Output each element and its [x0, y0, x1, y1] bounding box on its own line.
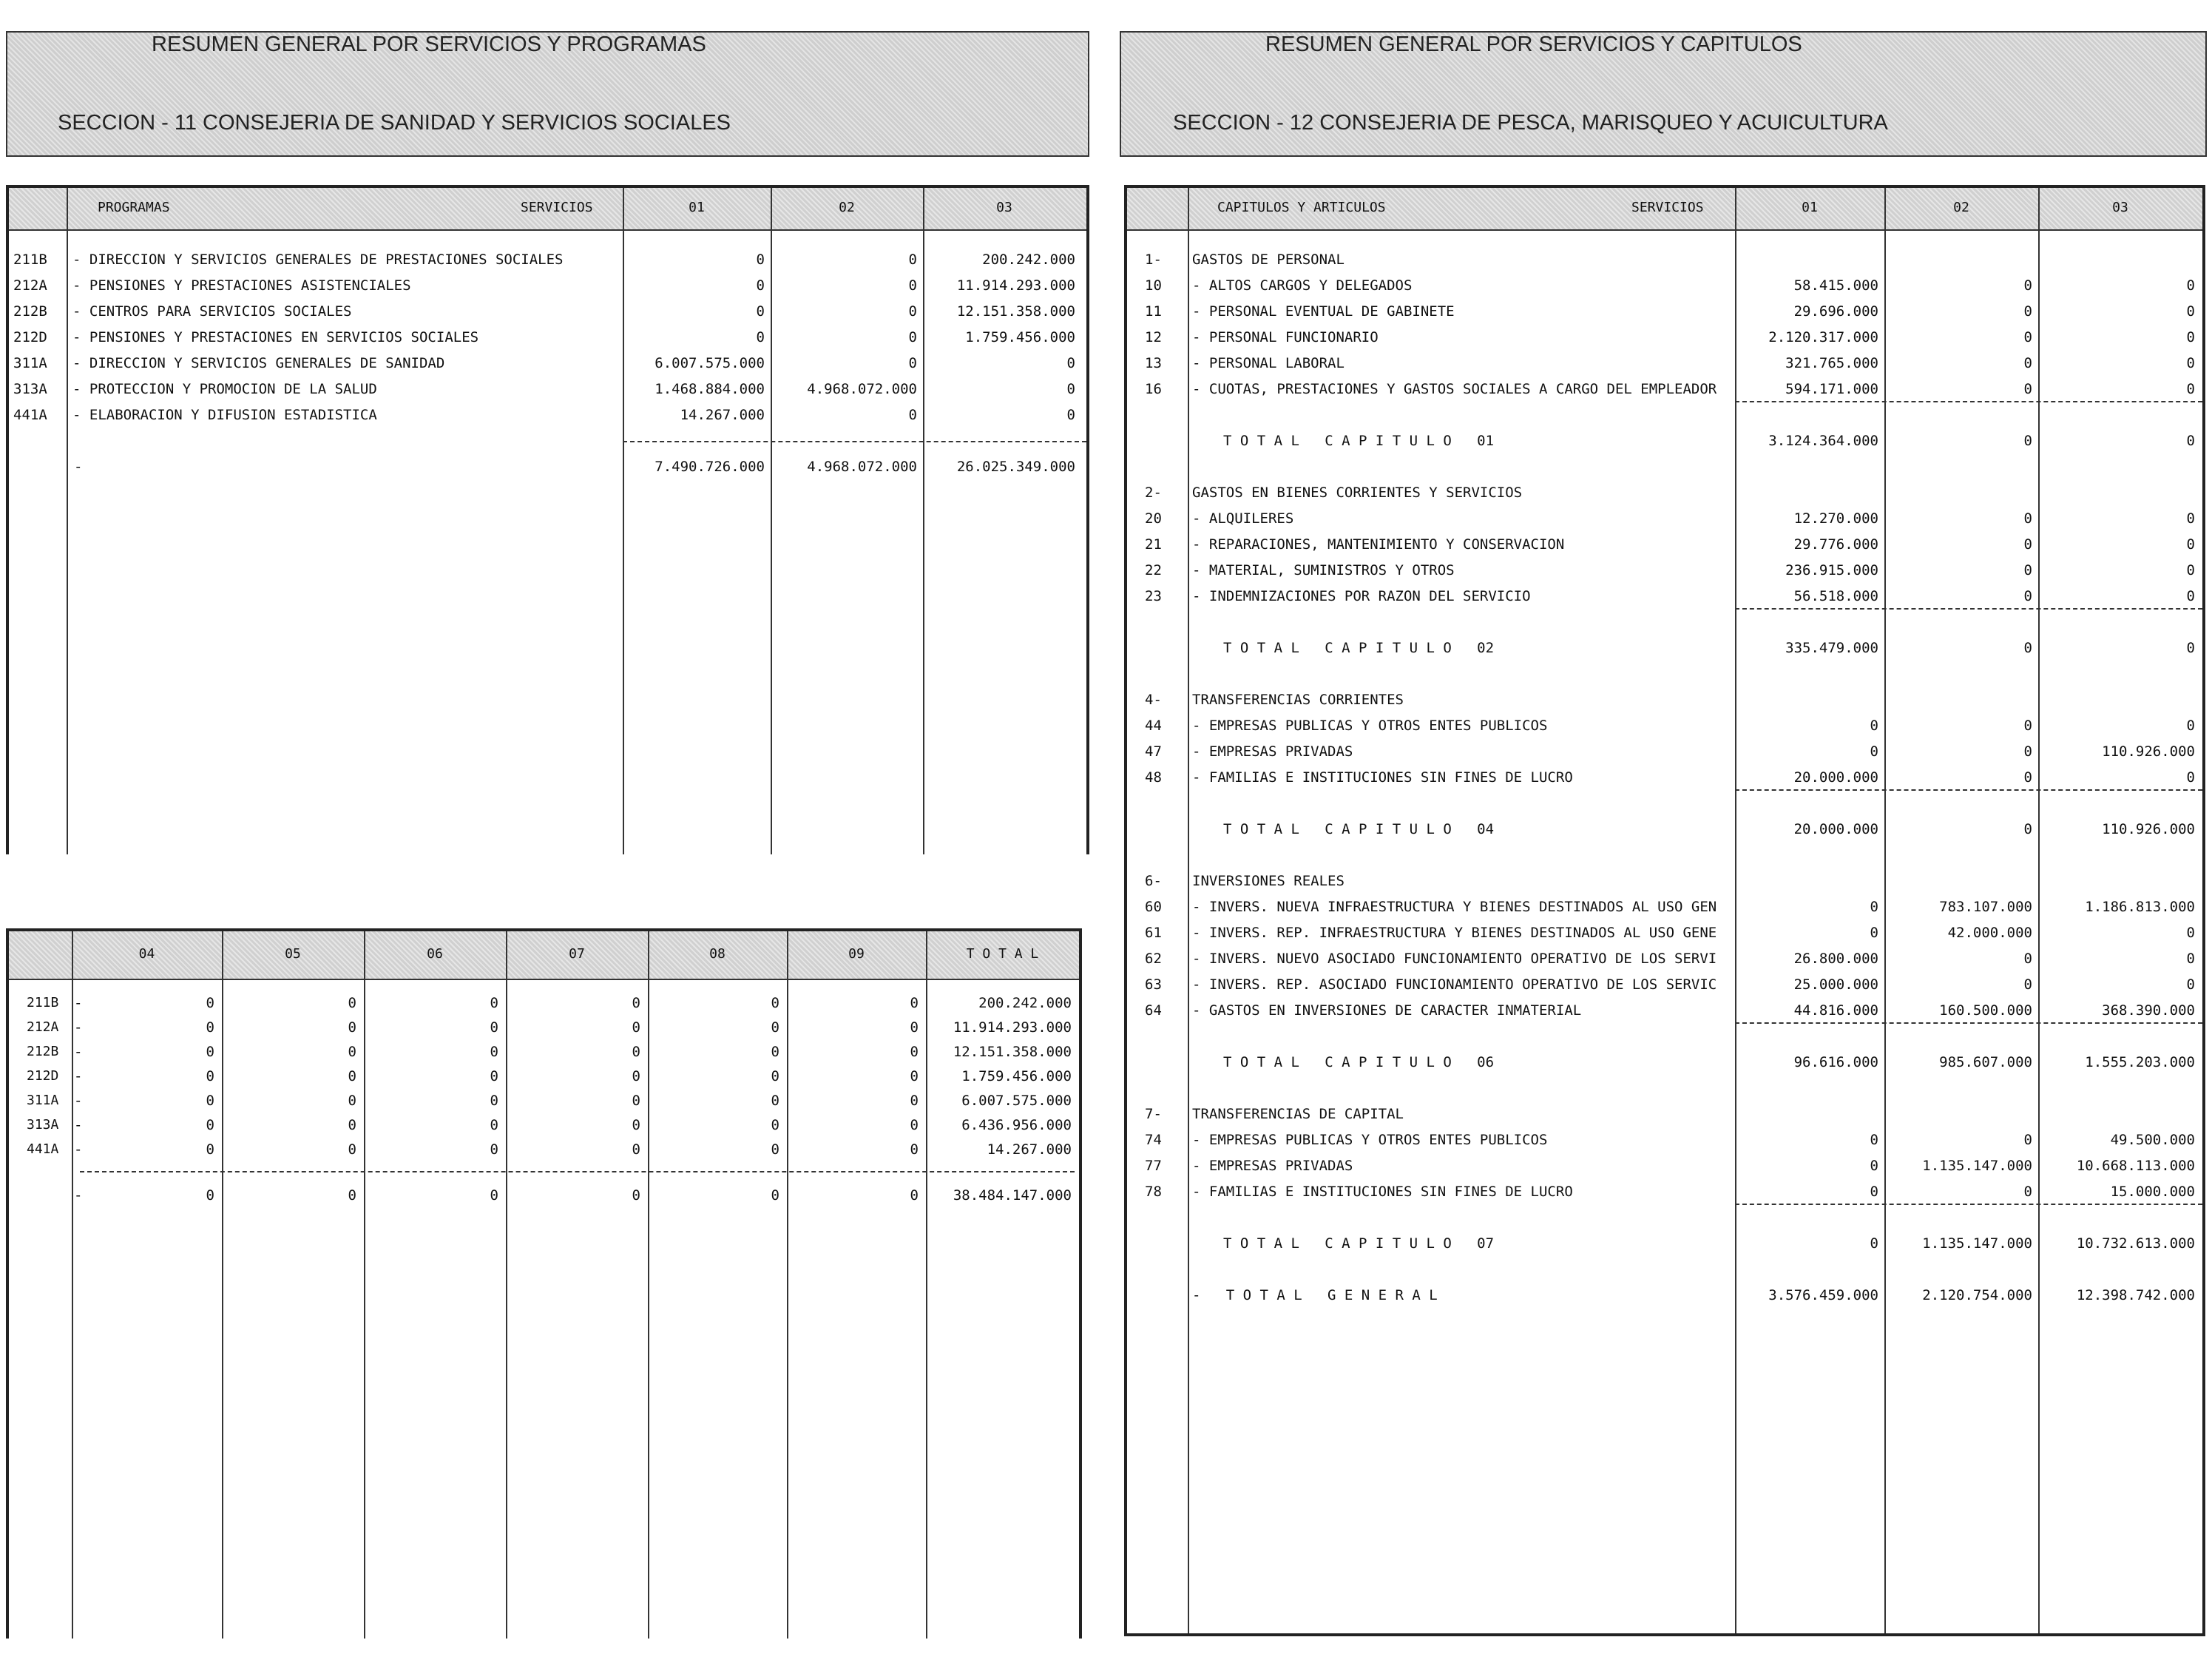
chapter-code: 7- — [1145, 1106, 1162, 1122]
cont-value-04: 0 — [206, 1141, 214, 1158]
totals-separator — [80, 1171, 1075, 1172]
article-value-03: 110.926.000 — [2102, 743, 2195, 760]
left-section-title: SECCION - 11 CONSEJERIA DE SANIDAD Y SERVICIOS SOCIALES — [58, 111, 731, 135]
servicios-header: SERVICIOS — [1631, 200, 1704, 215]
article-value-03: 0 — [2186, 355, 2195, 371]
chapter-total-02: 1.135.147.000 — [1922, 1235, 2032, 1252]
article-value-02: 0 — [2023, 743, 2032, 760]
program-description: - PENSIONES Y PRESTACIONES EN SERVICIOS SOCIALES — [72, 329, 479, 345]
chapter-code: 2- — [1145, 485, 1162, 501]
article-value-01: 236.915.000 — [1785, 562, 1878, 578]
col-header-09: 09 — [848, 946, 865, 962]
cont-value-06: 0 — [490, 995, 498, 1011]
article-value-01: 0 — [1870, 718, 1878, 734]
cont-value-09: 0 — [910, 1117, 919, 1133]
article-description: - REPARACIONES, MANTENIMIENTO Y CONSERVACION — [1192, 536, 1565, 553]
cont-value-06: 0 — [490, 1141, 498, 1158]
cont-value-07: 0 — [632, 1141, 640, 1158]
subtotal-separator — [1735, 1204, 2202, 1205]
article-description: - EMPRESAS PUBLICAS Y OTROS ENTES PUBLICOS — [1192, 1132, 1548, 1148]
article-value-01: 26.800.000 — [1793, 951, 1878, 967]
chapter-total-02: 985.607.000 — [1939, 1054, 2032, 1070]
cont-value-total: 11.914.293.000 — [953, 1019, 1072, 1036]
cont-total-06: 0 — [490, 1187, 498, 1204]
program-code: 211B — [13, 252, 47, 268]
article-code: 62 — [1145, 951, 1162, 967]
total-01: 7.490.726.000 — [655, 459, 765, 475]
servicios-header: SERVICIOS — [521, 200, 593, 215]
article-value-03: 0 — [2186, 381, 2195, 397]
cont-total-07: 0 — [632, 1187, 640, 1204]
program-value-03: 11.914.293.000 — [956, 277, 1075, 294]
row-dash: - — [74, 1044, 83, 1060]
program-value-02: 0 — [908, 252, 917, 268]
left-header-banner — [6, 31, 1089, 157]
cont-value-total: 6.436.956.000 — [961, 1117, 1072, 1133]
article-value-02: 0 — [2023, 769, 2032, 786]
chapter-title: GASTOS EN BIENES CORRIENTES Y SERVICIOS — [1192, 485, 1523, 501]
article-description: - INVERS. REP. INFRAESTRUCTURA Y BIENES DESTINADOS AL USO GENE — [1192, 925, 1717, 941]
chapter-code: 1- — [1145, 252, 1162, 268]
cont-value-09: 0 — [910, 1019, 919, 1036]
article-description: - FAMILIAS E INSTITUCIONES SIN FINES DE LUCRO — [1192, 1184, 1573, 1200]
cont-value-05: 0 — [348, 1068, 356, 1084]
chapter-total-03: 10.732.613.000 — [2076, 1235, 2195, 1252]
chapter-title: INVERSIONES REALES — [1192, 873, 1345, 889]
left-report-title: RESUMEN GENERAL POR SERVICIOS Y PROGRAMAS — [152, 33, 706, 56]
cont-value-07: 0 — [632, 1044, 640, 1060]
right-header-banner — [1120, 31, 2207, 157]
subtotal-separator — [1735, 789, 2202, 791]
article-value-01: 29.776.000 — [1793, 536, 1878, 553]
col-header-03: 03 — [996, 200, 1012, 215]
article-value-02: 0 — [2023, 277, 2032, 294]
subtotal-separator — [1735, 608, 2202, 610]
program-code: 313A — [13, 381, 47, 397]
article-value-03: 0 — [2186, 976, 2195, 993]
cont-value-08: 0 — [771, 1117, 779, 1133]
article-value-02: 0 — [2023, 329, 2032, 345]
article-value-03: 0 — [2186, 303, 2195, 320]
cont-total-total: 38.484.147.000 — [953, 1187, 1072, 1204]
subtotal-separator — [1735, 1022, 2202, 1024]
article-description: - GASTOS EN INVERSIONES DE CARACTER INMATERIAL — [1192, 1002, 1582, 1019]
article-code: 13 — [1145, 355, 1162, 371]
col-header-01: 01 — [689, 200, 705, 215]
article-code: 20 — [1145, 510, 1162, 527]
cont-total-05: 0 — [348, 1187, 356, 1204]
article-code: 44 — [1145, 718, 1162, 734]
cont-value-total: 14.267.000 — [987, 1141, 1072, 1158]
cont-value-04: 0 — [206, 1093, 214, 1109]
totals-mark: - — [74, 1187, 83, 1204]
grand-total-01: 3.576.459.000 — [1768, 1287, 1878, 1303]
program-value-01: 0 — [756, 277, 765, 294]
cont-value-06: 0 — [490, 1019, 498, 1036]
article-code: 77 — [1145, 1158, 1162, 1174]
article-value-02: 0 — [2023, 1132, 2032, 1148]
program-description: - ELABORACION Y DIFUSION ESTADISTICA — [72, 407, 377, 423]
program-code: 313A — [27, 1117, 59, 1133]
cont-value-05: 0 — [348, 1044, 356, 1060]
article-value-03: 0 — [2186, 536, 2195, 553]
article-description: - MATERIAL, SUMINISTROS Y OTROS — [1192, 562, 1455, 578]
article-value-03: 49.500.000 — [2110, 1132, 2195, 1148]
article-code: 60 — [1145, 899, 1162, 915]
article-value-03: 0 — [2186, 588, 2195, 604]
program-code: 212A — [13, 277, 47, 294]
article-value-02: 42.000.000 — [1947, 925, 2032, 941]
program-value-03: 12.151.358.000 — [956, 303, 1075, 320]
article-description: - INVERS. NUEVO ASOCIADO FUNCIONAMIENTO OPERATIVO DE LOS SERVI — [1192, 951, 1717, 967]
cont-value-09: 0 — [910, 995, 919, 1011]
article-value-03: 0 — [2186, 277, 2195, 294]
article-value-02: 0 — [2023, 381, 2032, 397]
article-code: 74 — [1145, 1132, 1162, 1148]
col-header-05: 05 — [285, 946, 301, 962]
chapter-total-01: 0 — [1870, 1235, 1878, 1252]
subtotal-separator — [1735, 401, 2202, 402]
cont-value-09: 0 — [910, 1093, 919, 1109]
program-description: - PROTECCION Y PROMOCION DE LA SALUD — [72, 381, 377, 397]
article-code: 23 — [1145, 588, 1162, 604]
cont-value-06: 0 — [490, 1117, 498, 1133]
cont-value-08: 0 — [771, 1019, 779, 1036]
cont-value-04: 0 — [206, 1117, 214, 1133]
program-code: 212A — [27, 1019, 59, 1035]
article-value-03: 10.668.113.000 — [2076, 1158, 2195, 1174]
chapter-code: 4- — [1145, 692, 1162, 708]
article-description: - PERSONAL LABORAL — [1192, 355, 1345, 371]
col-header-07: 07 — [569, 946, 585, 962]
cont-value-08: 0 — [771, 1141, 779, 1158]
chapter-total-01: 20.000.000 — [1793, 821, 1878, 837]
article-value-02: 1.135.147.000 — [1922, 1158, 2032, 1174]
cont-value-05: 0 — [348, 1019, 356, 1036]
article-description: - INDEMNIZACIONES POR RAZON DEL SERVICIO — [1192, 588, 1531, 604]
cont-value-07: 0 — [632, 1093, 640, 1109]
article-value-01: 58.415.000 — [1793, 277, 1878, 294]
program-description: - CENTROS PARA SERVICIOS SOCIALES — [72, 303, 352, 320]
article-value-02: 0 — [2023, 303, 2032, 320]
col-header-total: T O T A L — [966, 946, 1039, 962]
chapter-total-label: T O T A L C A P I T U L O 04 — [1223, 821, 1495, 837]
cont-value-05: 0 — [348, 1093, 356, 1109]
article-description: - INVERS. NUEVA INFRAESTRUCTURA Y BIENES DESTINADOS AL USO GEN — [1192, 899, 1717, 915]
article-value-01: 25.000.000 — [1793, 976, 1878, 993]
article-value-01: 20.000.000 — [1793, 769, 1878, 786]
article-value-01: 0 — [1870, 899, 1878, 915]
article-code: 10 — [1145, 277, 1162, 294]
article-description: - EMPRESAS PUBLICAS Y OTROS ENTES PUBLICOS — [1192, 718, 1548, 734]
article-value-02: 783.107.000 — [1939, 899, 2032, 915]
row-dash: - — [74, 995, 83, 1011]
article-code: 64 — [1145, 1002, 1162, 1019]
totals-mark: - — [74, 459, 83, 475]
article-value-01: 2.120.317.000 — [1768, 329, 1878, 345]
cont-value-04: 0 — [206, 995, 214, 1011]
capitulos-header: CAPITULOS Y ARTICULOS — [1217, 200, 1386, 215]
cont-value-05: 0 — [348, 1117, 356, 1133]
total-03: 26.025.349.000 — [956, 459, 1075, 475]
col-header-02: 02 — [839, 200, 855, 215]
article-value-02: 0 — [2023, 976, 2032, 993]
article-value-01: 56.518.000 — [1793, 588, 1878, 604]
total-02: 4.968.072.000 — [807, 459, 917, 475]
article-code: 22 — [1145, 562, 1162, 578]
program-description: - DIRECCION Y SERVICIOS GENERALES DE SANIDAD — [72, 355, 445, 371]
article-description: - ALTOS CARGOS Y DELEGADOS — [1192, 277, 1413, 294]
article-value-01: 321.765.000 — [1785, 355, 1878, 371]
article-value-02: 0 — [2023, 951, 2032, 967]
cont-value-08: 0 — [771, 1093, 779, 1109]
chapter-title: TRANSFERENCIAS CORRIENTES — [1192, 692, 1404, 708]
program-value-02: 4.968.072.000 — [807, 381, 917, 397]
row-dash: - — [74, 1141, 83, 1158]
row-dash: - — [74, 1117, 83, 1133]
chapter-title: GASTOS DE PERSONAL — [1192, 252, 1345, 268]
col-header-03: 03 — [2112, 200, 2128, 215]
program-code: 212D — [13, 329, 47, 345]
cont-value-total: 6.007.575.000 — [961, 1093, 1072, 1109]
article-description: - CUOTAS, PRESTACIONES Y GASTOS SOCIALES A CARGO DEL EMPLEADOR — [1192, 381, 1717, 397]
cont-value-05: 0 — [348, 995, 356, 1011]
article-value-02: 0 — [2023, 355, 2032, 371]
article-value-01: 0 — [1870, 1184, 1878, 1200]
cont-value-04: 0 — [206, 1044, 214, 1060]
chapter-title: TRANSFERENCIAS DE CAPITAL — [1192, 1106, 1404, 1122]
cont-value-06: 0 — [490, 1044, 498, 1060]
article-value-02: 0 — [2023, 536, 2032, 553]
program-value-02: 0 — [908, 407, 917, 423]
row-dash: - — [74, 1068, 83, 1084]
cont-total-09: 0 — [910, 1187, 919, 1204]
col-header-04: 04 — [138, 946, 155, 962]
program-value-01: 0 — [756, 303, 765, 320]
programs-table — [6, 185, 1089, 854]
cont-value-04: 0 — [206, 1019, 214, 1036]
article-code: 78 — [1145, 1184, 1162, 1200]
chapter-total-03: 0 — [2186, 433, 2195, 449]
program-code: 311A — [27, 1093, 59, 1108]
article-value-03: 0 — [2186, 329, 2195, 345]
article-value-02: 0 — [2023, 510, 2032, 527]
article-code: 47 — [1145, 743, 1162, 760]
article-value-01: 44.816.000 — [1793, 1002, 1878, 1019]
program-value-01: 14.267.000 — [680, 407, 765, 423]
grand-total-label: - T O T A L G E N E R A L — [1192, 1287, 1438, 1303]
cont-value-05: 0 — [348, 1141, 356, 1158]
article-value-03: 0 — [2186, 951, 2195, 967]
col-header-02: 02 — [1953, 200, 1969, 215]
article-value-01: 0 — [1870, 1132, 1878, 1148]
article-code: 63 — [1145, 976, 1162, 993]
row-dash: - — [74, 1093, 83, 1109]
chapter-total-02: 0 — [2023, 821, 2032, 837]
program-value-03: 1.759.456.000 — [965, 329, 1075, 345]
program-value-01: 1.468.884.000 — [655, 381, 765, 397]
article-description: - INVERS. REP. ASOCIADO FUNCIONAMIENTO OPERATIVO DE LOS SERVIC — [1192, 976, 1717, 993]
program-description: - PENSIONES Y PRESTACIONES ASISTENCIALES — [72, 277, 411, 294]
program-code: 441A — [27, 1141, 59, 1157]
row-dash: - — [74, 1019, 83, 1036]
col-divider — [1188, 188, 1189, 1633]
program-value-03: 200.242.000 — [982, 252, 1075, 268]
article-value-03: 0 — [2186, 769, 2195, 786]
article-code: 12 — [1145, 329, 1162, 345]
article-description: - ALQUILERES — [1192, 510, 1294, 527]
chapter-code: 6- — [1145, 873, 1162, 889]
program-value-02: 0 — [908, 329, 917, 345]
program-value-03: 0 — [1066, 381, 1075, 397]
right-section-title: SECCION - 12 CONSEJERIA DE PESCA, MARISQUEO Y ACUICULTURA — [1173, 111, 1888, 135]
chapter-total-label: T O T A L C A P I T U L O 06 — [1223, 1054, 1495, 1070]
article-description: - PERSONAL FUNCIONARIO — [1192, 329, 1379, 345]
cont-total-08: 0 — [771, 1187, 779, 1204]
chapter-total-01: 96.616.000 — [1793, 1054, 1878, 1070]
col-divider — [67, 188, 68, 854]
program-code: 311A — [13, 355, 47, 371]
article-value-03: 368.390.000 — [2102, 1002, 2195, 1019]
chapter-total-01: 3.124.364.000 — [1768, 433, 1878, 449]
article-value-02: 0 — [2023, 1184, 2032, 1200]
article-value-02: 160.500.000 — [1939, 1002, 2032, 1019]
article-value-01: 12.270.000 — [1793, 510, 1878, 527]
chapter-total-02: 0 — [2023, 433, 2032, 449]
cont-value-07: 0 — [632, 1068, 640, 1084]
article-value-01: 0 — [1870, 1158, 1878, 1174]
program-value-03: 0 — [1066, 407, 1075, 423]
cont-value-07: 0 — [632, 1117, 640, 1133]
program-code: 441A — [13, 407, 47, 423]
program-code: 212B — [13, 303, 47, 320]
cont-value-total: 12.151.358.000 — [953, 1044, 1072, 1060]
cont-value-08: 0 — [771, 1068, 779, 1084]
cont-value-07: 0 — [632, 1019, 640, 1036]
chapter-total-label: T O T A L C A P I T U L O 07 — [1223, 1235, 1495, 1252]
article-description: - EMPRESAS PRIVADAS — [1192, 1158, 1353, 1174]
article-value-03: 1.186.813.000 — [2085, 899, 2195, 915]
program-value-03: 0 — [1066, 355, 1075, 371]
article-value-03: 15.000.000 — [2110, 1184, 2195, 1200]
cont-value-09: 0 — [910, 1068, 919, 1084]
program-code: 212B — [27, 1044, 59, 1059]
capitulos-table — [1124, 185, 2205, 1636]
article-code: 21 — [1145, 536, 1162, 553]
article-value-03: 0 — [2186, 718, 2195, 734]
article-value-03: 0 — [2186, 562, 2195, 578]
grand-total-02: 2.120.754.000 — [1922, 1287, 2032, 1303]
article-code: 48 — [1145, 769, 1162, 786]
article-code: 61 — [1145, 925, 1162, 941]
chapter-total-label: T O T A L C A P I T U L O 01 — [1223, 433, 1495, 449]
col-header-08: 08 — [709, 946, 726, 962]
article-description: - FAMILIAS E INSTITUCIONES SIN FINES DE LUCRO — [1192, 769, 1573, 786]
totals-separator — [623, 441, 1086, 442]
program-value-02: 0 — [908, 355, 917, 371]
article-code: 11 — [1145, 303, 1162, 320]
cont-value-07: 0 — [632, 995, 640, 1011]
grand-total-03: 12.398.742.000 — [2076, 1287, 2195, 1303]
article-description: - EMPRESAS PRIVADAS — [1192, 743, 1353, 760]
cont-value-09: 0 — [910, 1044, 919, 1060]
article-value-01: 0 — [1870, 925, 1878, 941]
article-value-01: 29.696.000 — [1793, 303, 1878, 320]
program-description: - DIRECCION Y SERVICIOS GENERALES DE PRESTACIONES SOCIALES — [72, 252, 564, 268]
chapter-total-03: 110.926.000 — [2102, 821, 2195, 837]
cont-value-09: 0 — [910, 1141, 919, 1158]
cont-value-08: 0 — [771, 1044, 779, 1060]
program-value-02: 0 — [908, 277, 917, 294]
article-description: - PERSONAL EVENTUAL DE GABINETE — [1192, 303, 1455, 320]
cont-value-total: 1.759.456.000 — [961, 1068, 1072, 1084]
program-code: 211B — [27, 995, 59, 1010]
cont-value-06: 0 — [490, 1093, 498, 1109]
article-value-03: 0 — [2186, 925, 2195, 941]
col-header-01: 01 — [1802, 200, 1818, 215]
chapter-total-03: 1.555.203.000 — [2085, 1054, 2195, 1070]
col-header-06: 06 — [427, 946, 443, 962]
program-value-01: 0 — [756, 329, 765, 345]
cont-value-total: 200.242.000 — [978, 995, 1072, 1011]
chapter-total-02: 0 — [2023, 640, 2032, 656]
article-value-01: 594.171.000 — [1785, 381, 1878, 397]
right-report-title: RESUMEN GENERAL POR SERVICIOS Y CAPITULOS — [1265, 33, 1802, 56]
program-value-01: 0 — [756, 252, 765, 268]
programas-header: PROGRAMAS — [98, 200, 170, 215]
program-value-01: 6.007.575.000 — [655, 355, 765, 371]
continuation-table — [6, 928, 1082, 1639]
chapter-total-01: 335.479.000 — [1785, 640, 1878, 656]
article-value-02: 0 — [2023, 588, 2032, 604]
cont-value-08: 0 — [771, 995, 779, 1011]
cont-value-06: 0 — [490, 1068, 498, 1084]
article-code: 16 — [1145, 381, 1162, 397]
article-value-02: 0 — [2023, 718, 2032, 734]
article-value-02: 0 — [2023, 562, 2032, 578]
cont-value-04: 0 — [206, 1068, 214, 1084]
chapter-total-03: 0 — [2186, 640, 2195, 656]
program-code: 212D — [27, 1068, 59, 1084]
program-value-02: 0 — [908, 303, 917, 320]
article-value-01: 0 — [1870, 743, 1878, 760]
article-value-03: 0 — [2186, 510, 2195, 527]
cont-total-04: 0 — [206, 1187, 214, 1204]
chapter-total-label: T O T A L C A P I T U L O 02 — [1223, 640, 1495, 656]
